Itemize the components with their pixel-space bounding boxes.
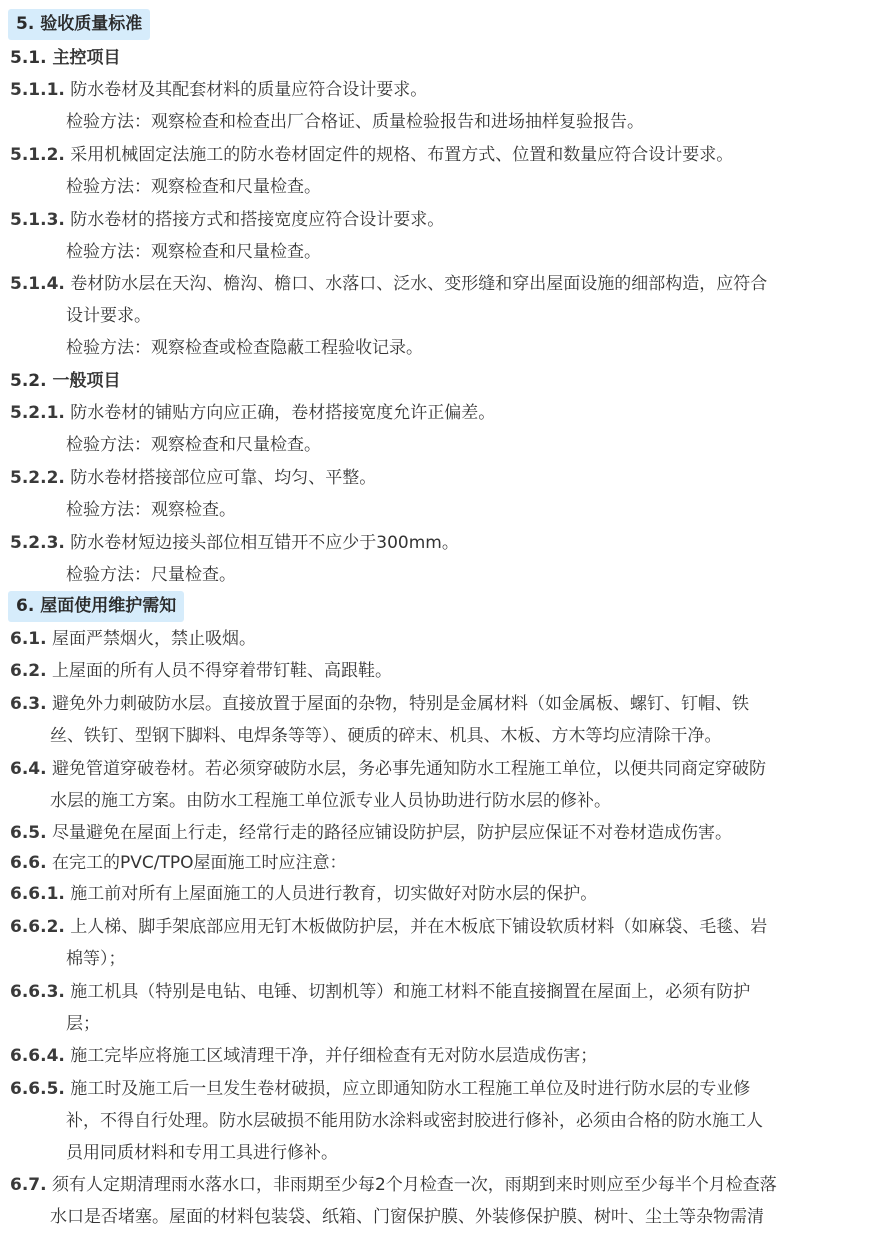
item-text-continued: 设计要求。 <box>66 306 151 326</box>
item-number: 6.6.1. <box>10 884 65 904</box>
item-text-continued: 水层的施工方案。由防水工程施工单位派专业人员协助进行防水层的修补。 <box>50 791 611 811</box>
item-number: 6.5. <box>10 823 47 843</box>
inspection-method: 检验方法：观察检查。 <box>66 500 236 520</box>
item-number: 6.6.2. <box>10 917 65 937</box>
inspection-method: 检验方法：观察检查和检查出厂合格证、质量检验报告和进场抽样复验报告。 <box>66 112 644 132</box>
section-5-heading: 5. 验收质量标准 <box>8 9 150 40</box>
item-number: 6.7. <box>10 1175 47 1195</box>
item-number: 5.2.2. <box>10 468 65 488</box>
item-number: 5.1.2. <box>10 145 65 165</box>
item-text: 施工前对所有上屋面施工的人员进行教育，切实做好对防水层的保护。 <box>70 884 598 904</box>
subsection-5-1-heading: 5.1. 主控项目 <box>10 48 121 68</box>
item-text: 上人梯、脚手架底部应用无钉木板做防护层，并在木板底下铺设软质材料（如麻袋、毛毯、岩 <box>70 917 768 937</box>
subsection-5-2-heading: 5.2. 一般项目 <box>10 371 121 391</box>
item-number: 6.4. <box>10 759 47 779</box>
item-text: 防水卷材及其配套材料的质量应符合设计要求。 <box>70 80 428 100</box>
inspection-method: 检验方法：尺量检查。 <box>66 565 236 585</box>
inspection-method: 检验方法：观察检查或检查隐蔽工程验收记录。 <box>66 338 423 358</box>
item-number: 6.2. <box>10 661 47 681</box>
item-number: 5.1.1. <box>10 80 65 100</box>
section-6-heading: 6. 屋面使用维护需知 <box>8 591 184 622</box>
item-text: 须有人定期清理雨水落水口，非雨期至少每2个月检查一次，雨期到来时则应至少每半个月检查落 <box>51 1175 777 1195</box>
item-text: 采用机械固定法施工的防水卷材固定件的规格、布置方式、位置和数量应符合设计要求。 <box>70 145 734 165</box>
item-number: 5.2.1. <box>10 403 65 423</box>
item-text: 避免外力刺破防水层。直接放置于屋面的杂物，特别是金属材料（如金属板、螺钉、钉帽、铁 <box>51 694 749 714</box>
item-text: 避免管道穿破卷材。若必须穿破防水层，务必事先通知防水工程施工单位，以便共同商定穿破防 <box>51 759 766 779</box>
item-text-continued: 层； <box>66 1014 100 1034</box>
item-text: 在完工的PVC/TPO屋面施工时应注意： <box>51 853 347 873</box>
item-text: 尽量避免在屋面上行走，经常行走的路径应铺设防护层，防护层应保证不对卷材造成伤害。 <box>51 823 732 843</box>
item-text: 卷材防水层在天沟、檐沟、檐口、水落口、泛水、变形缝和穿出屋面设施的细部构造，应符合 <box>70 274 768 294</box>
item-text: 防水卷材的铺贴方向应正确，卷材搭接宽度允许正偏差。 <box>70 403 496 423</box>
item-number: 6.6.5. <box>10 1079 65 1099</box>
item-number: 6.1. <box>10 629 47 649</box>
item-text: 施工机具（特别是电钻、电锤、切割机等）和施工材料不能直接搁置在屋面上，必须有防护 <box>70 982 751 1002</box>
item-text: 防水卷材的搭接方式和搭接宽度应符合设计要求。 <box>70 210 445 230</box>
item-text-continued: 补，不得自行处理。防水层破损不能用防水涂料或密封胶进行修补，必须由合格的防水施工人 <box>66 1111 763 1131</box>
item-text-continued: 水口是否堵塞。屋面的材料包装袋、纸箱、门窗保护膜、外装修保护膜、树叶、尘土等杂物需清 <box>50 1207 764 1227</box>
item-number: 5.1.4. <box>10 274 65 294</box>
item-text-continued: 棉等）； <box>66 949 126 969</box>
item-number: 6.3. <box>10 694 47 714</box>
item-text: 屋面严禁烟火，禁止吸烟。 <box>51 629 256 649</box>
item-text: 防水卷材短边接头部位相互错开不应少于300mm。 <box>70 533 459 553</box>
item-number: 5.2.3. <box>10 533 65 553</box>
item-text-continued: 员用同质材料和专用工具进行修补。 <box>66 1143 338 1163</box>
item-text: 防水卷材搭接部位应可靠、均匀、平整。 <box>70 468 377 488</box>
item-number: 6.6. <box>10 853 47 873</box>
item-text-continued: 丝、铁钉、型钢下脚料、电焊条等等）、硬质的碎末、机具、木板、方木等均应清除干净。 <box>50 726 722 746</box>
item-number: 6.6.4. <box>10 1046 65 1066</box>
inspection-method: 检验方法：观察检查和尺量检查。 <box>66 177 321 197</box>
inspection-method: 检验方法：观察检查和尺量检查。 <box>66 435 321 455</box>
item-number: 6.6.3. <box>10 982 65 1002</box>
item-text: 上屋面的所有人员不得穿着带钉鞋、高跟鞋。 <box>51 661 392 681</box>
inspection-method: 检验方法：观察检查和尺量检查。 <box>66 242 321 262</box>
item-text: 施工完毕应将施工区域清理干净，并仔细检查有无对防水层造成伤害； <box>70 1046 598 1066</box>
item-text: 施工时及施工后一旦发生卷材破损，应立即通知防水工程施工单位及时进行防水层的专业修 <box>70 1079 751 1099</box>
item-number: 5.1.3. <box>10 210 65 230</box>
